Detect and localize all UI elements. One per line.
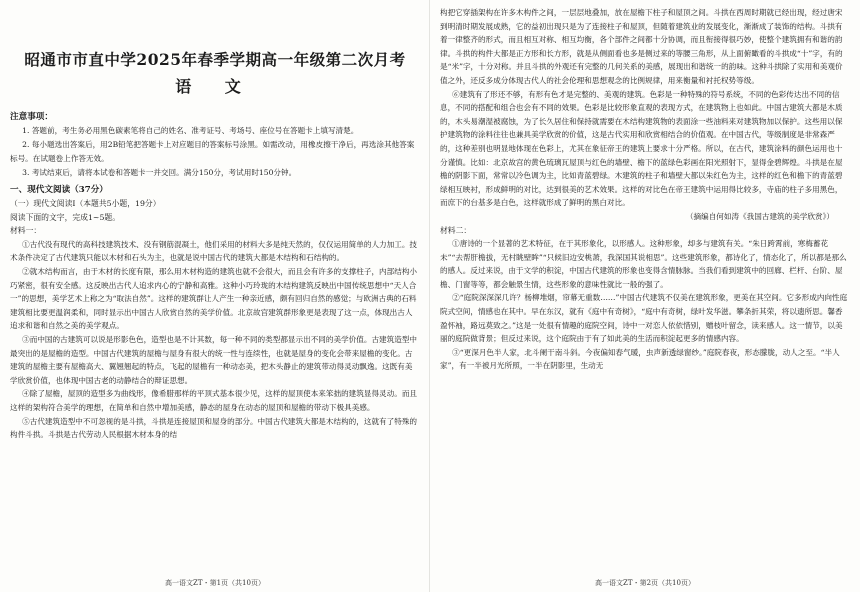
exam-title: 昭通市市直中学2025年春季学期高一年级第二次月考 [24,50,406,69]
notice-block [10,111,420,180]
source-citation: （摘编自何如涛《我国古建筑的美学欣赏》） [685,211,834,221]
article-paragraph: ⑤古代建筑造型中不可忽视的是斗拱，斗拱是连接屋顶和屋身的部分。中国古代建筑大都是木结构的，这就有了特殊的构件斗拱。斗拱是古代劳动人民根据木材本身的结 [10,416,418,440]
article-paragraph: ③而中国的古建筑可以说是形影色色，造型也是不计其数，每一种不同的类型都显示出不同的美学价值。古建筑造型中最突出的是屋檐的造型。中国古代建筑的屋檐与屋身有很大的统一性与连续性，也就是屋身的变化会带来屋檐的变化。古建筑的屋檐主要有屋檐高大、翼翘翘起的特点，飞起的屋檐有一种动态美，把木头静止的建筑带动得灵动飘逸。这既有美学欣赏价值，也体现中国古老的动静结合的辩证思想。 [10,334,418,385]
article-paragraph: ②就木结构而言，由于木材的长度有限，那么用木材构造的建筑也就不会很大，而且会有许多的支撑柱子，内部结构小巧紧密，很有安全感。这反映出古代人追求内心的宁静和高雅。这种小巧玲珑的木结构建筑反映出中国传统思想中“天人合一”的思想，美学艺术上称之为“取法自然”。这样的建筑群让人产生一种亲近感，颇有回归自然的感觉；与欧洲古典的石料建筑相比要更温润柔和，同时显示出中国古人欣赏自然的美学价值。北京故宫建筑群形象更是表现了这一点，体现出古人追求和谐和自然之美的美学观点。 [10,266,418,331]
notice-item: 3. 考试结束后，请将本试卷和答题卡一并交回。满分150分，考试用时150分钟。 [22,168,297,177]
notice-item: 1. 答题前，考生务必用黑色碳素笔将自己的姓名、准考证号、考场号、座位号在答题卡上填写清楚。 [22,126,359,135]
section-title: 一、现代文阅读（37分） [10,185,108,195]
article-paragraph: 构把它穿插架构在许多木构件之间，一层层地叠加，放在屋檐下柱子和屋顶之间。斗拱在西周时期就已经出现，经过唐宋到明清时期发展成熟，它的益初出现只是为了连接柱子和屋顶，但随着建筑业的发展变化，渐渐成了装饰的结构。斗拱有着一律整齐的形式，而且相互对称、相互均衡，各个部件之间都十分协调，而且衔接得很巧妙，使整个建筑拥有和谐的韵律。斗拱的构件大都是正方形和长方形，就是从侧面看也多是侧过来的等腰三角形，从上面俯瞰看的斗拱成“十”字，有的是“米”字，十分对称。并且斗拱的外观还有完整的几何关系的美感，展现出和谐统一的韵味。这种斗拱除了实用和美观价值之外，还反多成分体现古代人的社会伦理和思想观念的比例规律，用来衡量和衬托权势等级。 [440,8,843,85]
page-2 [430,0,860,592]
article-paragraph: ②“庭院深深深几许？杨柳堆烟，帘幕无重数……”中国古代建筑不仅美在建筑形象，更美在其空间。它多形成内向性庭院式空间，情感也在其中。早在东汉，就有《庭中有奇树》，“庭中有奇树，绿叶发华滋。攀条折其荣，将以遗所思。馨香盈怀袖，路远莫致之。”这是一处很有情趣的庭院空间，诗中一对恋人依依惜别，赠枝叶留念，读来感人。这一情节，以美丽的庭院做背景；但反过来说，这个庭院由于有了如此美的生活而积淀起更多的情感内容。 [440,293,848,344]
article-paragraph: ③“更深月色半人家，北斗阑干南斗斜。今夜偏知春气暖，虫声新透绿窗纱。”庭院春夜，形态朦胧，动人之至。“半人家”，有一半被月光所照，一半在阴影里，生动无 [440,347,840,371]
subsection-title: （一）现代文阅读Ⅰ（本题共5小题，19分） [10,199,161,208]
material-label: 材料一： [10,226,42,236]
page-footer: 高一语文ZT・第1页（共10页） [165,579,265,587]
notice-item: 2. 每小题选出答案后，用2B铅笔把答题卡上对应题目的答案标号涂黑。如需改动，用橡皮擦干净后，再选涂其他答案标号。在试题卷上作答无效。 [10,140,415,163]
article-paragraph: ④除了屋檐，屋顶的造型多为曲线形，像希腊那样的平顶式基本很少见，这样的屋顶使本来笨拙的建筑显得灵动。而且这样的架构符合美学的理想，在简单和自然中增加美感，静态的屋身在动态的屋顶和屋檐的带动下极具美感。 [10,389,418,412]
reading-instruction: 阅读下面的文字，完成1~5题。 [10,212,121,222]
material-label: 材料二： [440,225,472,235]
article-paragraph: ①古代没有现代的高科技建筑技术、没有钢筋混凝土，他们采用的材料大多是纯天然的，仅仅运用简单的人力加工。技术条件决定了古代建筑只能以木材和石头为主，也就是说中国古代的建筑大都是木结构和石结构的。 [10,239,418,263]
article-paragraph: ①唐诗的一个显著的艺术特征，在于其形象化，以形感人。这种形象，却多与建筑有关。“朱日跨霄前，寒梅蓄花未”“去帮肝檐拔，无村眺壁眸”“只候旧边安桃萧，我深国其说相思”。这些建筑形象，都诗化了，情态化了，所以都是那么的感人。反过来说，由于文学的积淀，中国古代建筑的形象也变得含情脉脉。当我们看到建筑中的回廊、栏杆、台阶、屋檐、门窗等等，都会触景生情，这些形象的意味性就比一般的强了。 [440,239,847,289]
article-paragraph: ⑥建筑有了形还不够，有形有色才是完整的、美观的建筑。色彩是一种特殊的符号系统，不同的色彩传达出不同的信息，不同的搭配和组合也会有不同的效果。色彩是比较形象直观的表现方式，在建筑物上也如此。中国古建筑大都是木质的，木头易潮湿被腐蚀，为了长久居住和保持就需要在木结构建筑物的表面涂一些油料来对建筑物加以保护。这些用以保护建筑物的涂料往往也兼具美学欣赏的价值，这是古代实用和欣赏相结合的价值观。在中国古代，等级制度是非常森严的，这种差别也明显地体现在色彩上，尤其在象征帝王的建筑上要求十分严格。所以，在古代，建筑涂料的颜色运用也十分谨慎。比如：北京故宫的黄色琉璃瓦屋顶与红色的墙壁、檐下的蓝绿色彩画在阳光照射下，显得金碧辉煌。斗拱是在屋檐的阴影下面，常常以冷色调为主，比如青蓝碧绿。木建筑的柱子和墙壁大都以朱红色为主，这样的红色和檐下的青蓝碧绿相互映衬，形成鲜明的对比，达到很美的艺术效果。这样的对比色在帝王建筑中运用得比较多，寺庙的柱子多用黑色，而庶下的台基多是白色，这样就形成了鲜明的黑白对比。 [440,89,843,208]
notice-heading: 注意事项： [10,112,53,122]
page-footer: 高一语文ZT・第2页（共10页） [595,579,695,587]
subject-title: 语 文 [175,77,255,96]
